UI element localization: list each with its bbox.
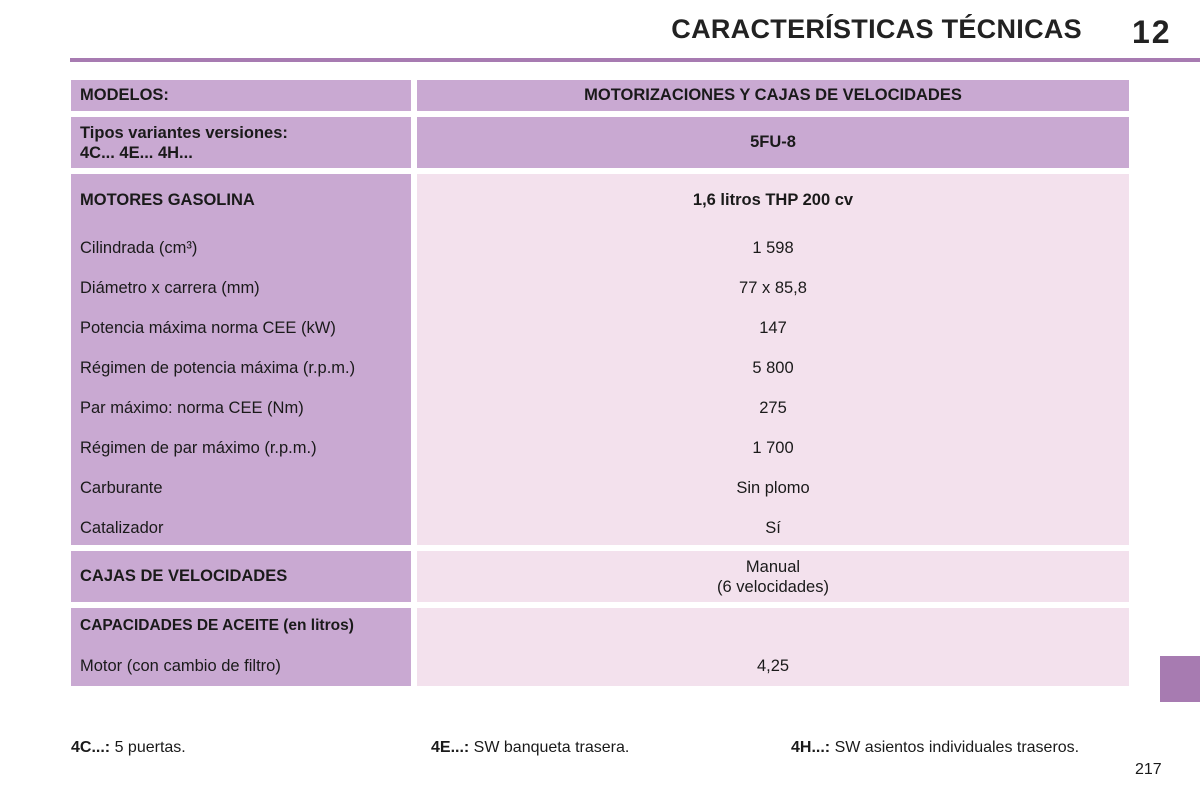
title-rule [70,58,1200,62]
spec-value-catalyst: Sí [765,518,781,537]
spec-value-displacement: 1 598 [752,238,794,257]
engines-header-cell [417,80,1129,111]
gearbox-label: CAJAS DE VELOCIDADES [80,567,288,585]
gearbox-speeds: (6 velocidades) [717,577,829,596]
footnote-4e-text: SW banqueta trasera. [469,739,630,756]
chapter-number: 12 [1132,14,1172,50]
variants-line-1: Tipos variantes versiones: [80,123,288,142]
footnote-4c [71,739,186,757]
variants-label [80,123,288,163]
spec-value-fuel: Sin plomo [736,478,810,497]
footnote-4h-text: SW asientos individuales traseros. [830,739,1080,756]
spec-label-catalyst: Catalizador [80,518,164,537]
variants-cell [71,117,411,168]
footnote-4h [791,739,1079,757]
footnote-4c-code: 4C...: [71,739,111,756]
spec-value-bore-stroke: 77 x 85,8 [739,278,807,297]
spec-value-torque-rpm: 1 700 [752,438,794,457]
footnote-4e-code: 4E...: [431,739,470,756]
variants-value: 5FU-8 [750,133,796,151]
footnote-4c-text: 5 puertas. [110,739,186,756]
chapter-side-tab [1160,656,1200,702]
oil-row-value: 4,25 [756,656,790,675]
models-header-label: MODELOS: [80,86,169,104]
spec-label-displacement: Cilindrada (cm³) [80,238,198,257]
engine-name: 1,6 litros THP 200 cv [692,190,854,209]
spec-label-fuel: Carburante [80,478,163,497]
oil-section-title: CAPACIDADES DE ACEITE (en litros) [80,617,354,634]
engine-section-title: MOTORES GASOLINA [80,190,255,209]
spec-value-max-torque: 275 [759,398,787,417]
gearbox-type: Manual [745,557,801,576]
spec-label-max-power: Potencia máxima norma CEE (kW) [80,318,336,337]
spec-label-max-torque: Par máximo: norma CEE (Nm) [80,398,304,417]
gearbox-value-cell [417,551,1129,602]
spec-label-power-rpm: Régimen de potencia máxima (r.p.m.) [80,358,356,377]
page-number: 217 [1135,761,1162,778]
spec-label-torque-rpm: Régimen de par máximo (r.p.m.) [80,438,317,457]
gearbox-value [717,557,829,597]
footnote-4e [431,739,629,757]
chapter-title: CARACTERÍSTICAS TÉCNICAS [671,14,1082,44]
variants-line-2: 4C... 4E... 4H... [80,143,193,162]
spec-value-max-power: 147 [759,318,787,337]
variants-value-cell [417,117,1129,168]
engines-header-label: MOTORIZACIONES Y CAJAS DE VELOCIDADES [584,86,962,104]
spec-label-bore-stroke: Diámetro x carrera (mm) [80,278,260,297]
models-header-cell [71,80,411,111]
gearbox-cell [71,551,411,602]
spec-value-power-rpm: 5 800 [752,358,794,377]
oil-row-label: Motor (con cambio de filtro) [80,656,281,675]
footnote-4h-code: 4H...: [791,739,831,756]
